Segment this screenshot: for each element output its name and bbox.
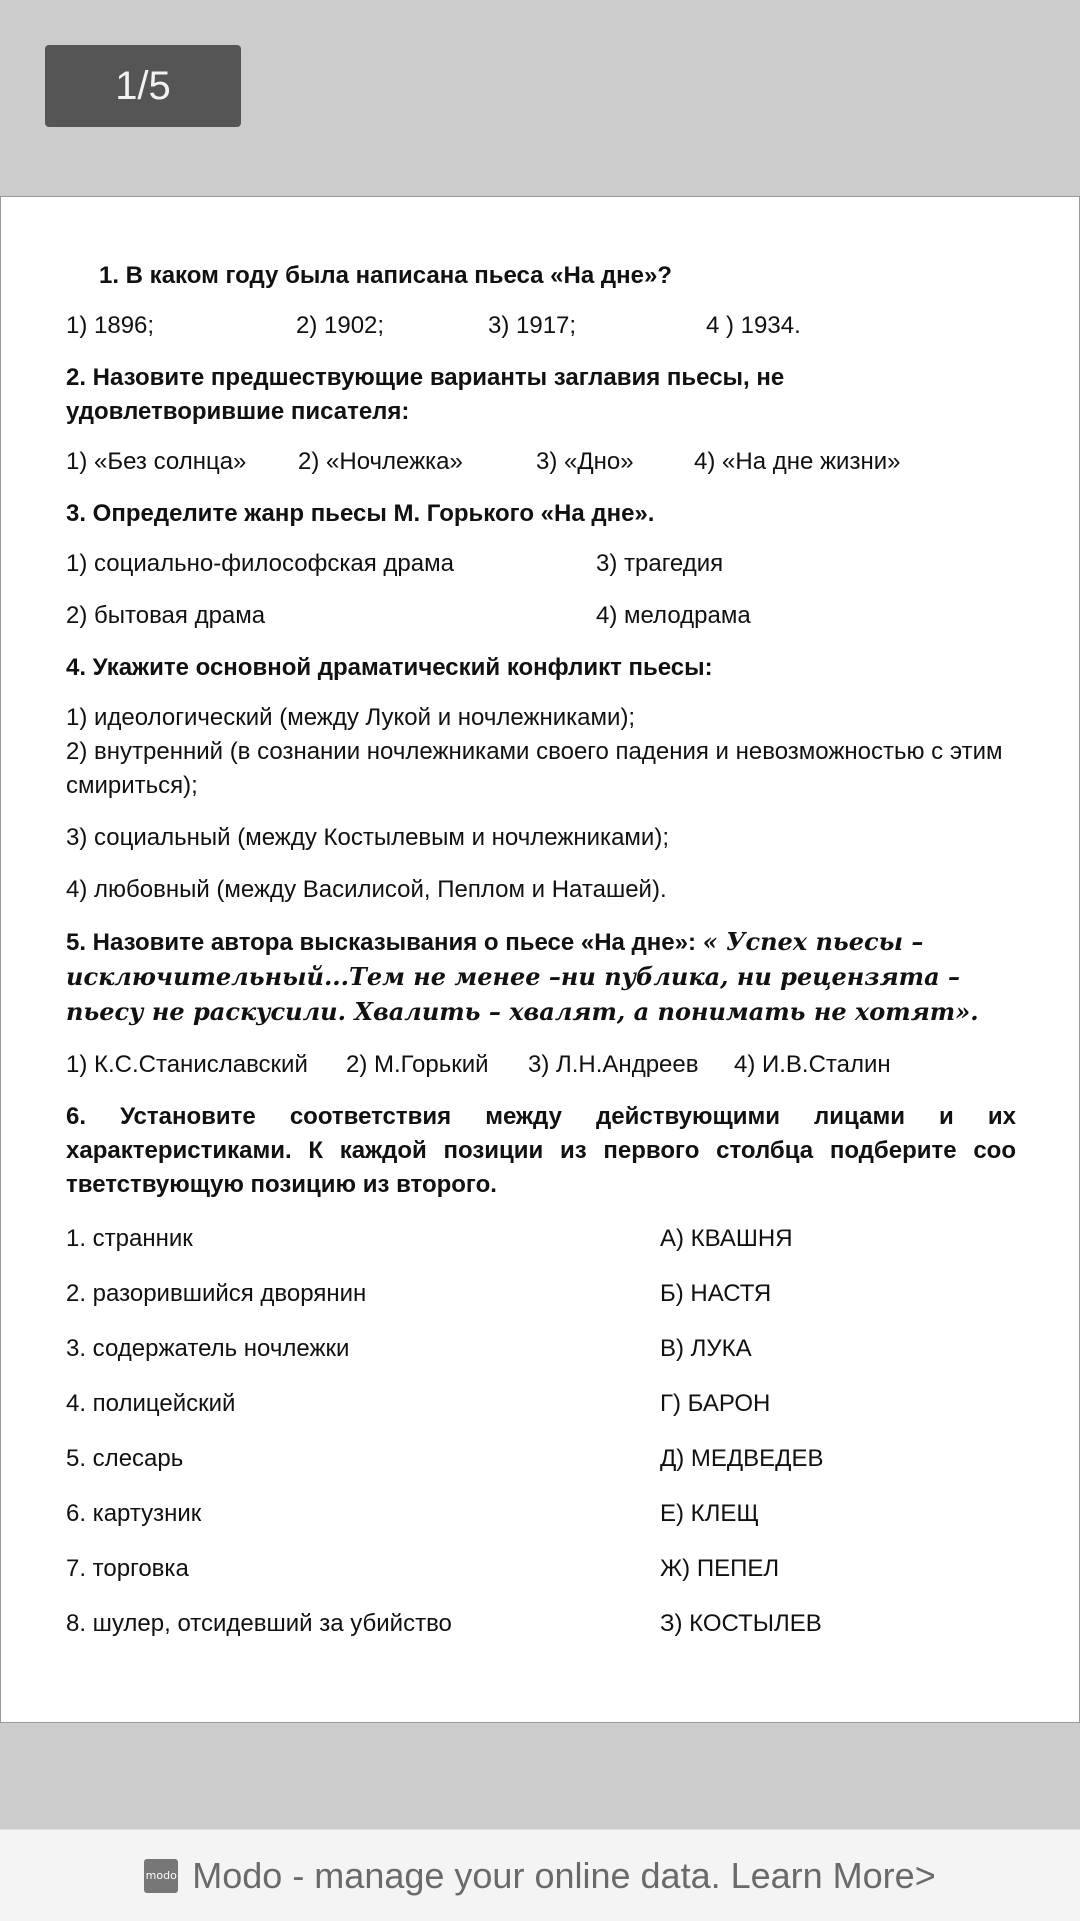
q3-option-1: 1) социально-философская драма	[66, 550, 454, 577]
ad-text[interactable]: Modo - manage your online data. Learn More>	[192, 1854, 936, 1896]
question-3-title: 3. Определите жанр пьесы М. Горького «На дне».	[66, 500, 655, 527]
q1-option-2: 2) 1902;	[296, 312, 385, 339]
q5-option-4: 4) И.В.Сталин	[734, 1051, 891, 1078]
q1-option-1: 1) 1896;	[66, 312, 155, 339]
q2-option-1: 1) «Без солнца»	[66, 448, 247, 475]
document-content	[66, 259, 1016, 1662]
character-name: Ж) ПЕПЕЛ	[660, 1555, 780, 1582]
character-description: 8. шулер, отсидевший за убийство	[66, 1610, 452, 1637]
document-page	[0, 196, 1080, 1723]
character-name: З) КОСТЫЛЕВ	[660, 1610, 822, 1637]
q5-quote: « Успех пьесы – исключительный...Тем не менее –ни публика, ни рецензята – пьесу не раскусили. Хвалить – хвалят, а понимать не хотят».	[66, 927, 979, 1026]
character-description: 6. картузник	[66, 1500, 202, 1527]
page-indicator: 1/5	[45, 45, 241, 127]
matching-row	[66, 1387, 1016, 1421]
q3-option-4: 4) мелодрама	[596, 602, 751, 629]
q2-option-4: 4) «На дне жизни»	[694, 448, 901, 475]
matching-row	[66, 1552, 1016, 1586]
q3-option-3: 3) трагедия	[596, 550, 724, 577]
matching-row	[66, 1277, 1016, 1311]
matching-row	[66, 1442, 1016, 1476]
q1-option-4: 4 ) 1934.	[706, 312, 801, 339]
question-6-title: 6. Установите соответствия между действующими лицами и их характеристиками. К каждой позиции из первого столбца подберите соо тветствующую позицию из второго.	[66, 1103, 1016, 1198]
question-2-title: 2. Назовите предшествующие варианты заглавия пьесы, не удовлетворившие писателя:	[66, 364, 785, 425]
question-5-title	[66, 925, 1016, 1030]
matching-row	[66, 1222, 1016, 1256]
modo-logo-bottom: do	[163, 1868, 177, 1882]
question-2-options	[66, 445, 1016, 479]
matching-row	[66, 1332, 1016, 1366]
character-description: 3. содержатель ночлежки	[66, 1335, 350, 1362]
q5-option-2: 2) М.Горький	[346, 1051, 489, 1078]
q5-option-3: 3) Л.Н.Андреев	[528, 1051, 699, 1078]
ad-banner[interactable]	[0, 1829, 1080, 1921]
q5-option-1: 1) К.С.Станиславский	[66, 1051, 308, 1078]
question-5-options	[66, 1048, 1016, 1082]
modo-logo-top: mo	[145, 1868, 164, 1882]
matching-table	[66, 1222, 1016, 1641]
matching-row	[66, 1497, 1016, 1531]
character-description: 7. торговка	[66, 1555, 189, 1582]
matching-row	[66, 1607, 1016, 1641]
q4-option-1: 1) идеологический (между Лукой и ночлежниками);	[66, 704, 636, 731]
question-3-options-row-2	[66, 599, 1016, 633]
q1-option-3: 3) 1917;	[488, 312, 577, 339]
character-name: Б) НАСТЯ	[660, 1280, 772, 1307]
character-name: А) КВАШНЯ	[660, 1225, 793, 1252]
character-name: Е) КЛЕЩ	[660, 1500, 759, 1527]
question-1-title: 1. В каком году была написана пьеса «На дне»?	[99, 262, 672, 289]
q2-option-2: 2) «Ночлежка»	[298, 448, 463, 475]
q4-option-4: 4) любовный (между Василисой, Пеплом и Наташей).	[66, 876, 667, 903]
character-name: В) ЛУКА	[660, 1335, 752, 1362]
q4-option-2: 2) внутренний (в сознании ночлежниками своего падения и невозможностью с этим смириться);	[66, 738, 1003, 799]
character-name: Д) МЕДВЕДЕВ	[660, 1445, 824, 1472]
character-name: Г) БАРОН	[660, 1390, 771, 1417]
q3-option-2: 2) бытовая драма	[66, 602, 266, 629]
question-4-options-block	[66, 701, 1016, 803]
q4-option-3: 3) социальный (между Костылевым и ночлежниками);	[66, 824, 669, 851]
q5-title-text: 5. Назовите автора высказывания о пьесе «На дне»:	[66, 929, 703, 956]
question-4-title: 4. Укажите основной драматический конфликт пьесы:	[66, 654, 713, 681]
character-description: 1. странник	[66, 1225, 193, 1252]
character-description: 2. разорившийся дворянин	[66, 1280, 367, 1307]
q2-option-3: 3) «Дно»	[536, 448, 634, 475]
character-description: 5. слесарь	[66, 1445, 184, 1472]
modo-logo-icon	[144, 1859, 178, 1893]
question-1-options	[66, 309, 1016, 343]
character-description: 4. полицейский	[66, 1390, 236, 1417]
question-3-options-row-1	[66, 547, 1016, 581]
